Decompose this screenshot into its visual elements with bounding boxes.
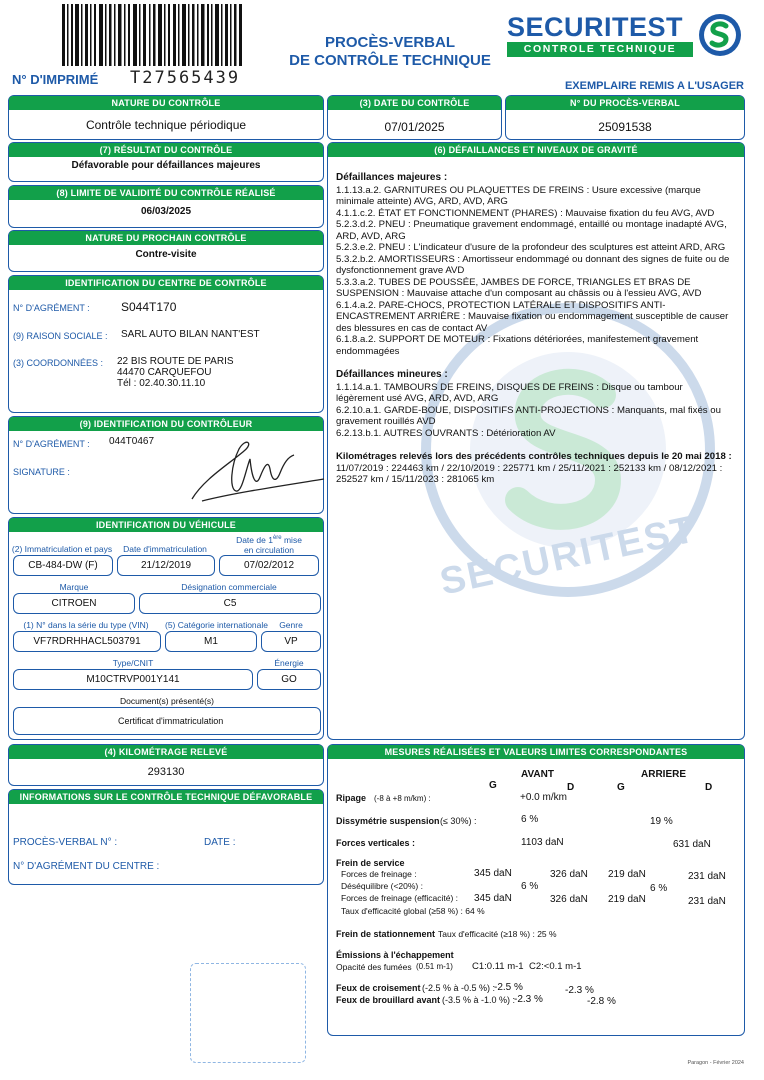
centre-agrement-label: N° D'AGRÉMENT : [13,303,90,313]
km-text: 11/07/2019 : 224463 km / 22/10/2019 : 225771 km / 25/11/2021 : 252133 km / 08/12/2021 : 252527 km / 15/11/2023 : 281065 km [336,462,723,485]
categorie-field: M1 [165,631,257,652]
brouillard-label: Feux de brouillard avant [336,995,441,1005]
centre-tel: Tél : 02.40.30.11.10 [117,378,206,389]
taux-global: Taux d'efficacité global (≥58 %) : 64 % [341,906,485,916]
stationnement-value: Taux d'efficacité (≥18 %) : 25 % [438,929,557,939]
validity-value: 06/03/2025 [140,206,192,217]
marque-field: CITROEN [13,593,135,614]
designation-field: C5 [139,593,321,614]
vehicule-box [8,517,324,740]
centre-raison-value: SARL AUTO BILAN NANT'EST [121,329,260,340]
minor-item: 1.1.14.a.1. TAMBOURS DE FREINS, DISQUES DE FREINS : Disque ou tambour légèrement usé AVG, ARD, AVD, ARG [336,381,683,404]
major-item: 6.1.8.a.2. SUPPORT DE MOTEUR : Fixations détériorées, manifestement gravement endommagées [336,334,699,357]
first-circulation-label [217,533,321,555]
validity-box [8,185,324,228]
page-title-line2: DE CONTRÔLE TECHNIQUE [289,52,491,69]
nature-header: NATURE DU CONTRÔLE [9,96,323,110]
freinage-eff-arg: 219 daN [608,894,646,905]
ripage-limit: (-8 à +8 m/km) : [374,794,431,803]
date-header: (3) DATE DU CONTRÔLE [328,96,501,110]
info-agrement-label: N° D'AGRÉMENT DU CENTRE : [13,861,160,872]
major-title: Défaillances majeures : [336,172,448,183]
energie-field: GO [257,669,321,690]
vehicule-header: IDENTIFICATION DU VÉHICULE [9,518,323,532]
centre-raison-label: (9) RAISON SOCIALE : [13,331,108,341]
freinage-avd: 326 daN [550,869,588,880]
forces-v-ar: 631 daN [673,839,711,850]
marque-label: Marque [59,582,89,592]
mesures-box [327,744,745,1036]
controleur-agrement-value: 044T0467 [109,436,155,447]
genre-label: Genre [279,620,303,630]
info-defavorable-header: INFORMATIONS SUR LE CONTRÔLE TECHNIQUE DÉFAVORABLE [9,790,323,804]
immat-field: CB-484-DW (F) [13,555,113,576]
docs-label: Document(s) présenté(s) [119,696,214,706]
major-item: 5.3.2.b.2. AMORTISSEURS : Amortisseur endommagé ou donnant des signes de fuite ou de dysfonctionnement grave AVD [336,253,730,276]
freinage-ard: 231 daN [688,871,726,882]
brouillard-av: -2.3 % [514,994,543,1005]
desequilibre-ar: 6 % [650,883,668,894]
avant-g: G [489,780,497,791]
securitest-emblem-icon [697,12,743,58]
major-item: 4.1.1.c.2. ÉTAT ET FONCTIONNEMENT (PHARES) : Mauvaise fixation du feu AVG, AVD [336,207,715,219]
barcode [60,4,245,66]
arriere-d: D [705,782,713,793]
controleur-agrement-label: N° D'AGRÉMENT : [13,439,90,449]
avant-d: D [567,782,575,793]
croisement-label: Feux de croisement [336,983,421,993]
centre-addr1: 22 BIS ROUTE DE PARIS [117,356,234,367]
securitest-logo [505,12,745,60]
date-box [327,95,502,140]
forces-v-av: 1103 daN [521,837,564,848]
energie-label: Énergie [274,658,304,668]
opacite-label: Opacité des fumées [336,962,412,972]
major-item: 5.2.3.d.2. PNEU : Pneumatique gravement endommagé, entaillé ou montage inadapté AVG, ARD, AVD, ARG [336,219,727,242]
info-date-label: DATE : [204,837,236,848]
croisement-av: -2.5 % [494,982,523,993]
freinage-eff-label: Forces de freinage (efficacité) : [341,893,459,903]
imprime-number: T27565439 [130,68,241,88]
major-item: 1.1.13.a.2. GARNITURES OU PLAQUETTES DE FREINS : Usure excessive (marque minimale atteinte) AVG, ARD, AVD, ARG [336,184,701,207]
km-header: (4) KILOMÉTRAGE RELEVÉ [9,745,323,759]
genre-field: VP [261,631,321,652]
defaillances-header: (6) DÉFAILLANCES ET NIVEAUX DE GRAVITÉ [328,143,744,157]
dissym-ar: 19 % [650,816,673,827]
arriere-g: G [617,782,625,793]
page-title [280,34,500,70]
opacite-limit: (0.51 m-1) [416,962,453,971]
vin-field: VF7RDRHHACL503791 [13,631,161,652]
brand-name: SECURITEST [507,12,684,42]
freinage-eff-avd: 326 daN [550,894,588,905]
watermark-text: SECURITEST [436,508,701,604]
brand-sub: CONTROLE TECHNIQUE [507,42,693,57]
dissym-av: 6 % [521,814,539,825]
centre-addr2: 44470 CARQUEFOU [117,367,212,378]
major-item: 6.1.4.a.2. PARE-CHOCS, PROTECTION LATÉRALE ET DISPOSITIFS ANTI-ENCASTREMENT ARRIÈRE : Mauvaise fixation ou endommagement susceptible de causer des blessures en cas de contact AV [336,299,729,334]
freinage-eff-ard: 231 daN [688,896,726,907]
controleur-box [8,416,324,514]
first-label-sup: ère [272,535,282,541]
minor-title: Défaillances mineures : [336,369,448,380]
frein-service-label: Frein de service [336,858,405,868]
dissym-label: Dissymétrie suspension [336,816,440,826]
designation-label: Désignation commerciale [181,582,277,592]
minor-item: 6.2.13.b.1. AUTRES OUVRANTS : Détérioration AV [336,427,556,439]
date-value: 07/01/2025 [384,120,445,134]
info-defavorable-box [8,789,324,885]
mesures-header: MESURES RÉALISÉES ET VALEURS LIMITES CORRESPONDANTES [328,745,744,759]
docs-value: Certificat d'immatriculation [118,716,224,726]
desequilibre-label: Déséquilibre (<20%) : [341,881,423,891]
controleur-header: (9) IDENTIFICATION DU CONTRÔLEUR [9,417,323,431]
km-value: 293130 [147,766,185,778]
freinage-eff-avg: 345 daN [474,893,512,904]
ripage-value: +0.0 m/km [520,792,567,803]
validity-header: (8) LIMITE DE VALIDITÉ DU CONTRÔLE RÉALISÉ [9,186,323,200]
copy-note: EXEMPLAIRE REMIS A L'USAGER [564,80,744,92]
stamp-area [190,963,306,1063]
signature [184,429,334,509]
dissym-limit: (≤ 30%) : [440,816,477,826]
imprime-label: N° D'IMPRIMÉ [12,72,99,87]
next-header: NATURE DU PROCHAIN CONTRÔLE [9,231,323,245]
date-immat-label: Date d'immatriculation [123,544,207,554]
next-value: Contre-visite [135,249,197,260]
centre-box [8,275,324,413]
docs-field [13,707,321,735]
forces-v-label: Forces verticales : [336,838,416,848]
immat-label: (2) Immatriculation et pays [11,544,113,554]
first-label-b: mise [281,534,302,545]
km-title: Kilométrages relevés lors des précédents contrôles techniques depuis le 20 mai 2018 : [336,451,732,462]
footer-note: Paragon - Février 2024 [687,1060,744,1066]
pv-box [505,95,745,140]
pv-header: N° DU PROCÈS-VERBAL [506,96,744,110]
first-label-a: Date de 1 [236,534,273,545]
avant-heading: AVANT [521,769,554,780]
vin-label: (1) N° dans la série du type (VIN) [23,620,149,630]
page-title-line1: PROCÈS-VERBAL [324,34,455,51]
freinage-arg: 219 daN [608,869,646,880]
result-box [8,142,324,182]
km-box [8,744,324,786]
first-label-c: en circulation [243,544,295,555]
emissions-label: Émissions à l'échappement [336,950,454,960]
ripage-label: Ripage [336,793,367,803]
brouillard-limit: (-3.5 % à -1.0 %) : [442,995,516,1005]
croisement-limit: (-2.5 % à -0.5 %) : [422,983,496,993]
opacite-c2: C2:<0.1 m-1 [529,961,582,972]
result-value: Défavorable pour défaillances majeures [71,160,261,171]
nature-value: Contrôle technique périodique [85,118,247,132]
freinage-label: Forces de freinage : [341,869,417,879]
centre-agrement-value: S044T170 [121,300,177,314]
arriere-heading: ARRIERE [641,769,687,780]
nature-box [8,95,324,140]
categorie-label: (5) Catégorie internationale [165,620,269,630]
major-item: 5.2.3.e.2. PNEU : L'indicateur d'usure de la profondeur des sculptures est atteint ARD, ARG [336,242,726,253]
next-box [8,230,324,272]
result-header: (7) RÉSULTAT DU CONTRÔLE [9,143,323,157]
info-pv-label: PROCÈS-VERBAL N° : [13,837,118,848]
centre-header: IDENTIFICATION DU CENTRE DE CONTRÔLE [9,276,323,290]
croisement-ar: -2.3 % [565,985,594,996]
opacite-c1: C1:0.11 m-1 [472,961,524,972]
signature-label: SIGNATURE : [13,467,70,477]
brouillard-ar: -2.8 % [587,996,616,1007]
minor-item: 6.2.10.a.1. GARDE-BOUE, DISPOSITIFS ANTI-PROJECTIONS : Manquants, mal fixés ou gravement rouillés AVD [336,404,721,427]
first-circulation-field: 07/02/2012 [219,555,319,576]
pv-value: 25091538 [598,120,652,134]
major-item: 5.3.3.a.2. TUBES DE POUSSÉE, JAMBES DE FORCE, TRIANGLES ET BRAS DE SUSPENSION : Mauvaise attache d'un composant au châssis ou à l'essieu AVG, AVD [336,276,702,299]
freinage-avg: 345 daN [474,868,512,879]
type-field: M10CTRVP001Y141 [13,669,253,690]
centre-coord-label: (3) COORDONNÉES : [13,358,104,368]
km-history [336,451,732,486]
defaillances-list [336,172,732,486]
desequilibre-av: 6 % [521,881,539,892]
stationnement-label: Frein de stationnement [336,929,436,939]
date-immat-field: 21/12/2019 [117,555,215,576]
type-label: Type/CNIT [112,658,154,668]
